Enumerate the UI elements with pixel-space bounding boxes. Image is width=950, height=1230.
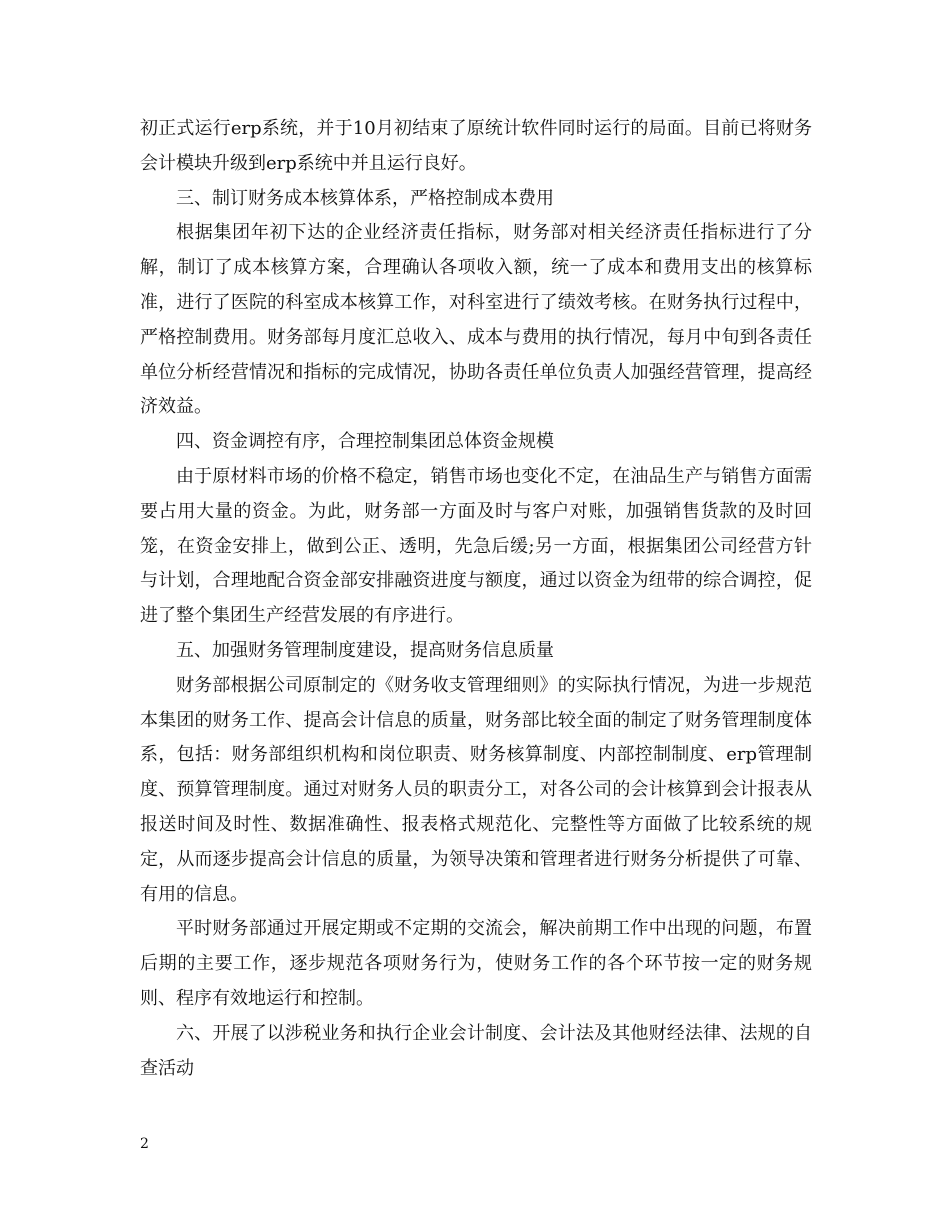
section-heading-5: 五、加强财务管理制度建设，提高财务信息质量	[176, 639, 554, 661]
paragraph-funds-control: 由于原材料市场的价格不稳定，销售市场也变化不定，在油品生产与销售方面需要占用大量的资金。为此，财务部一方面及时与客户对账，加强销售货款的及时回笼，在资金安排上，做到公正、透明，先急后缓;另一方面，根据集团公司经营方针与计划，合理地配合资金部安排融资进度与额度，通过以资金为纽带的综合调控，促进了整个集团生产经营发展的有序进行。	[140, 465, 812, 627]
paragraph-regular-meetings: 平时财务部通过开展定期或不定期的交流会，解决前期工作中出现的问题，布置后期的主要工作，逐步规范各项财务行为，使财务工作的各个环节按一定的财务规则、程序有效地运行和控制。	[140, 918, 812, 1009]
section-heading-4: 四、资金调控有序，合理控制集团总体资金规模	[176, 431, 554, 453]
paragraph-continuation: 初正式运行erp系统，并于10月初结束了原统计软件同时运行的局面。目前已将财务会计模块升级到erp系统中并且运行良好。	[140, 118, 812, 174]
section-heading-3: 三、制订财务成本核算体系，严格控制成本费用	[176, 187, 554, 209]
document-body	[140, 112, 812, 1086]
paragraph-cost-accounting: 根据集团年初下达的企业经济责任指标，财务部对相关经济责任指标进行了分解，制订了成本核算方案，合理确认各项收入额，统一了成本和费用支出的核算标准，进行了医院的科室成本核算工作，对科室进行了绩效考核。在财务执行过程中，严格控制费用。财务部每月度汇总收入、成本与费用的执行情况，每月中旬到各责任单位分析经营情况和指标的完成情况，协助各责任单位负责人加强经营管理，提高经济效益。	[140, 222, 812, 418]
paragraph-management-system: 财务部根据公司原制定的《财务收支管理细则》的实际执行情况，为进一步规范本集团的财务工作、提高会计信息的质量，财务部比较全面的制定了财务管理制度体系，包括：财务部组织机构和岗位职责、财务核算制度、内部控制制度、erp管理制度、预算管理制度。通过对财务人员的职责分工，对各公司的会计核算到会计报表从报送时间及时性、数据准确性、报表格式规范化、完整性等方面做了比较系统的规定，从而逐步提高会计信息的质量，为领导决策和管理者进行财务分析提供了可靠、有用的信息。	[140, 674, 812, 905]
section-heading-6: 六、开展了以涉税业务和执行企业会计制度、会计法及其他财经法律、法规的自查活动	[140, 1022, 812, 1079]
page-number: 2	[140, 1136, 149, 1152]
